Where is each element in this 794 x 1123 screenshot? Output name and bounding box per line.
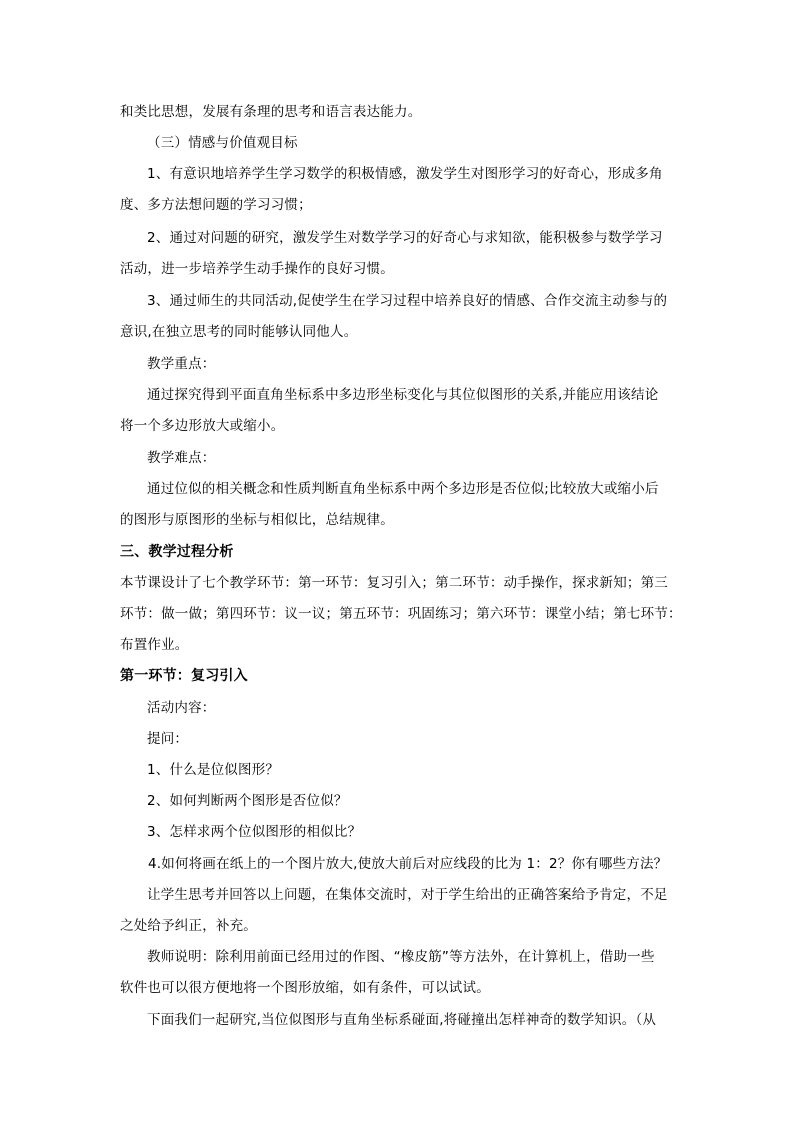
paragraph-line: 活动，进一步培养学生动手操作的良好习惯。: [120, 261, 394, 277]
paragraph-line: 的图形与原图形的坐标与相似比，总结规律。: [120, 512, 394, 528]
paragraph-line: 教师说明：除利用前面已经用过的作图、“橡皮筋”等方法外，在计算机上，借助一些: [147, 949, 655, 965]
label-question: 提问：: [147, 731, 189, 747]
paragraph-line: 环节：做一做；第四环节：议一议；第五环节：巩固练习；第六环节：课堂小结；第七环节：: [120, 606, 682, 622]
question-item: 4.如何将画在纸上的一个图片放大,使放大前后对应线段的比为 1：2？你有哪些方法？: [148, 856, 668, 872]
paragraph-line: 本节课设计了七个教学环节：第一环节：复习引入；第二环节：动手操作，探求新知；第三: [120, 575, 668, 591]
paragraph-line: 意识,在独立思考的同时能够认同他人。: [120, 324, 358, 340]
paragraph-line: 2、通过对问题的研究，激发学生对数学学习的好奇心与求知欲，能积极参与数学学习: [147, 230, 663, 246]
paragraph-line: 和类比思想，发展有条理的思考和语言表达能力。: [120, 104, 422, 120]
paragraph-line: 通过探究得到平面直角坐标系中多边形坐标变化与其位似图形的关系,并能应用该结论: [147, 387, 659, 403]
section-heading: 三、教学过程分析: [120, 544, 234, 560]
paragraph-line: 让学生思考并回答以上问题，在集体交流时，对于学生给出的正确答案给予肯定，不足: [147, 887, 668, 903]
question-item: 2、如何判断两个图形是否位似？: [147, 793, 348, 809]
question-item: 3、怎样求两个位似图形的相似比？: [147, 824, 362, 840]
step-heading: 第一环节：复习引入: [120, 668, 248, 684]
paragraph-line: 软件也可以很方便地将一个图形放缩，如有条件，可以试试。: [120, 980, 490, 996]
label-key-point: 教学重点：: [147, 356, 216, 372]
paragraph-line: 1、有意识地培养学生学习数学的积极情感，激发学生对图形学习的好奇心，形成多角: [147, 166, 663, 182]
paragraph-line: 之处给予纠正，补充。: [120, 918, 257, 934]
paragraph-line: 度、多方法想问题的学习习惯；: [120, 197, 312, 213]
question-item: 1、什么是位似图形？: [147, 762, 280, 778]
section-subheading: （三）情感与价值观目标: [147, 135, 298, 151]
paragraph-line: 将一个多边形放大或缩小。: [120, 418, 285, 434]
paragraph-line: 3、通过师生的共同活动,促使学生在学习过程中培养良好的情感、合作交流主动参与的: [147, 293, 668, 309]
paragraph-line: 通过位似的相关概念和性质判断直角坐标系中两个多边形是否位似;比较放大或缩小后: [147, 481, 659, 497]
paragraph-line: 下面我们一起研究,当位似图形与直角坐标系碰面,将碰撞出怎样神奇的数学知识。（从: [147, 1012, 657, 1028]
label-difficulty: 教学难点：: [147, 450, 216, 466]
label-activity: 活动内容：: [147, 700, 216, 716]
paragraph-line: 布置作业。: [120, 637, 189, 653]
